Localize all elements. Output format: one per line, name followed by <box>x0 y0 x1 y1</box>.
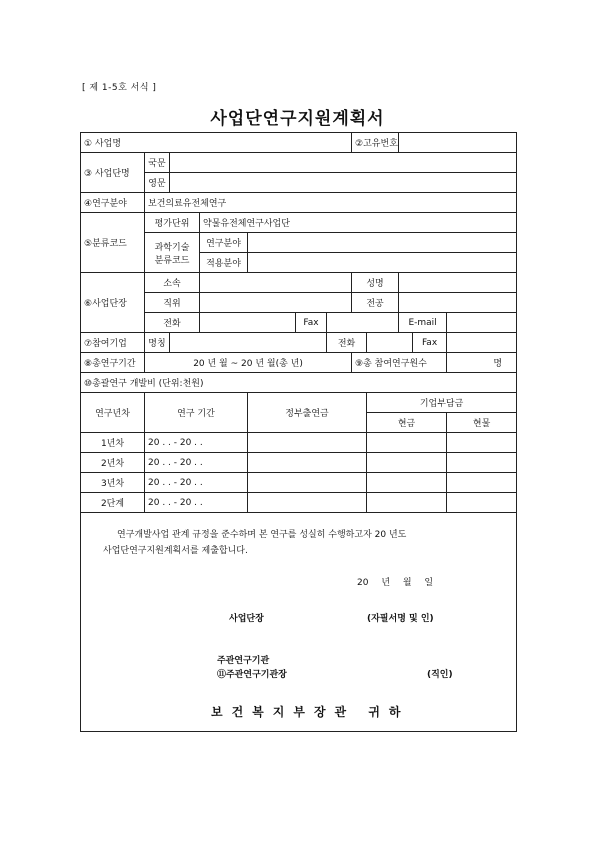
company-fax-field[interactable] <box>447 333 517 353</box>
position-label: 직위 <box>145 293 200 313</box>
major-field[interactable] <box>399 293 517 313</box>
director-label: ⑥사업단장 <box>81 273 145 333</box>
year-header: 연구년차 <box>81 393 145 433</box>
gov-header: 정부출연금 <box>248 393 367 433</box>
affiliation-label: 소속 <box>145 273 200 293</box>
cost-row-cash[interactable] <box>367 433 447 453</box>
period-value[interactable]: 20 년 월 ~ 20 년 월(총 년) <box>145 353 352 373</box>
unique-no-label: ②고유번호 <box>352 133 399 153</box>
major-label: 전공 <box>352 293 399 313</box>
name-label: 성명 <box>352 273 399 293</box>
cost-row-inkind[interactable] <box>447 433 517 453</box>
group-name-label: ③ 사업단명 <box>81 153 145 193</box>
application-form <box>80 132 517 732</box>
cost-row-year: 2년차 <box>81 453 145 473</box>
affiliation-field[interactable] <box>200 273 352 293</box>
phone-label: 전화 <box>145 313 200 333</box>
eval-unit-label: 평가단위 <box>145 213 200 233</box>
cost-row-gov[interactable] <box>248 453 367 473</box>
fax-field[interactable] <box>327 313 399 333</box>
seal-label: (직인) <box>427 670 453 680</box>
cost-row-inkind[interactable] <box>447 473 517 493</box>
field-label: ④연구분야 <box>81 193 145 213</box>
cost-row-period[interactable]: 20 . . - 20 . . <box>145 433 248 453</box>
group-name-korean-field[interactable] <box>170 153 517 173</box>
institution-head-label: ⑪주관연구기관장 <box>217 670 287 680</box>
company-name-label: 명칭 <box>145 333 170 353</box>
email-label: E-mail <box>399 313 447 333</box>
english-label: 영문 <box>145 173 170 193</box>
addressee: 보건복지부장관 귀하 <box>211 705 410 719</box>
email-field[interactable] <box>447 313 517 333</box>
cost-row-cash[interactable] <box>367 473 447 493</box>
page-title: 사업단연구지원계획서 <box>210 109 385 129</box>
cost-row-year: 3년차 <box>81 473 145 493</box>
company-phone-field[interactable] <box>367 333 413 353</box>
researchers-count-field[interactable]: 명 <box>447 353 517 373</box>
applied-field-field[interactable] <box>248 253 517 273</box>
unique-no-field[interactable] <box>399 133 517 153</box>
name-field[interactable] <box>399 273 517 293</box>
cost-row-year: 1년차 <box>81 433 145 453</box>
sci-code-label <box>145 233 200 273</box>
inkind-header: 현물 <box>447 413 517 433</box>
declaration-box <box>81 513 517 732</box>
cost-row-gov[interactable] <box>248 493 367 513</box>
form-number: [ 제 1-5호 서식 ] <box>82 83 157 93</box>
applied-field-label: 적용분야 <box>200 253 248 273</box>
research-field-field[interactable] <box>248 233 517 253</box>
pledge-line-1: 연구개발사업 관계 규정을 준수하며 본 연구를 성실히 수행하고자 20 년도 <box>117 530 407 540</box>
cost-label: ⑩총괄연구 개발비 (단위:천원) <box>81 373 517 393</box>
project-name-label: ① 사업명 <box>81 133 352 153</box>
cost-row-gov[interactable] <box>248 433 367 453</box>
cost-row-inkind[interactable] <box>447 453 517 473</box>
signature-label: (자필서명 및 인) <box>367 614 434 624</box>
field-value: 보건의료유전체연구 <box>145 193 517 213</box>
sci-code-label-line2: 분류코드 <box>154 255 190 266</box>
sci-code-label-line1: 과학기술 <box>154 242 190 253</box>
class-code-label: ⑤분류코드 <box>81 213 145 273</box>
period-label: ⑧총연구기간 <box>81 353 145 373</box>
phone-field[interactable] <box>200 313 296 333</box>
cost-row-year: 2단계 <box>81 493 145 513</box>
cost-row-period[interactable]: 20 . . - 20 . . <box>145 473 248 493</box>
institution-label: 주관연구기관 <box>217 656 270 666</box>
cost-row-period[interactable]: 20 . . - 20 . . <box>145 453 248 473</box>
cost-row-inkind[interactable] <box>447 493 517 513</box>
cost-row-gov[interactable] <box>248 473 367 493</box>
position-field[interactable] <box>200 293 352 313</box>
period-header: 연구 기간 <box>145 393 248 433</box>
company-name-field[interactable] <box>170 333 327 353</box>
cost-row-cash[interactable] <box>367 493 447 513</box>
company-label: ⑦참여기업 <box>81 333 145 353</box>
applicant-label: 사업단장 <box>229 614 264 624</box>
cost-row-cash[interactable] <box>367 453 447 473</box>
research-field-label: 연구분야 <box>200 233 248 253</box>
eval-unit-value: 약물유전체연구사업단 <box>200 213 517 233</box>
submission-date[interactable]: 20 년 월 일 <box>357 578 434 588</box>
company-fax-label: Fax <box>413 333 447 353</box>
company-header: 기업부담금 <box>367 393 517 413</box>
korean-label: 국문 <box>145 153 170 173</box>
cost-row-period[interactable]: 20 . . - 20 . . <box>145 493 248 513</box>
group-name-english-field[interactable] <box>170 173 517 193</box>
cash-header: 현금 <box>367 413 447 433</box>
fax-label: Fax <box>296 313 327 333</box>
company-phone-label: 전화 <box>327 333 367 353</box>
researchers-label: ⑨총 참여연구원수 <box>352 353 447 373</box>
pledge-line-2: 사업단연구지원계획서를 제출합니다. <box>103 546 248 556</box>
